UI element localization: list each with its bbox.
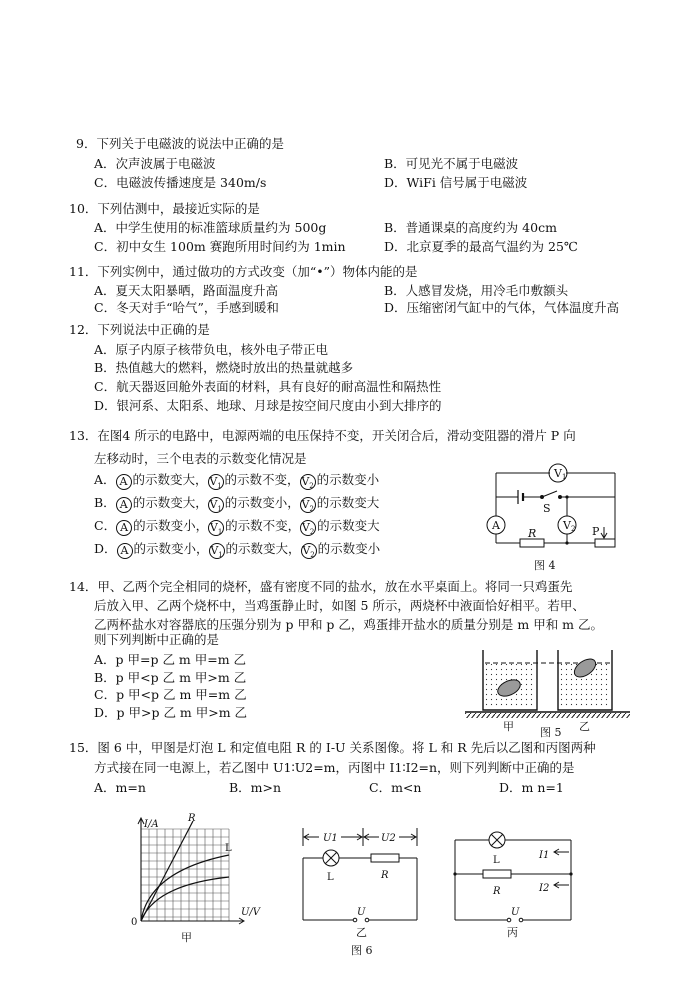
q11-option-b: B．人感冒发烧，用冷毛巾敷额头: [384, 283, 569, 298]
q15-option-c: C．m<n: [369, 780, 422, 795]
q14-option-a: A．p 甲=p 乙 m 甲=m 乙: [94, 652, 247, 667]
table-hatch: [465, 713, 630, 718]
q9-option-b: B．可见光不属于电磁波: [384, 156, 519, 171]
voltmeter-letter: V: [209, 521, 218, 534]
q12-option-d: D．银河系、太阳系、地球、月球是按空间尺度由小到大排序的: [94, 398, 442, 413]
figure-4-caption: 图 4: [534, 559, 556, 572]
q13-line1: 13．在图4 所示的电路中，电源两端的电压保持不变，开关闭合后，滑动变阻器的滑片 P 向: [69, 428, 576, 443]
voltmeter-subscript: 2: [309, 505, 314, 514]
q10-option-d: D．北京夏季的最高气温约为 25℃: [384, 239, 578, 254]
u1-text: U1: [323, 833, 338, 844]
voltmeter-letter: V: [301, 521, 310, 534]
curve-l-lower: [141, 877, 229, 921]
q14-line3: 乙两杯盐水对容器底的压强分别为 p 甲和 p 乙，鸡蛋排开盐水的质量分别是 m 甲和 m 乙。: [94, 617, 603, 632]
voltmeter-subscript: 1: [218, 551, 223, 560]
source-u-label: U: [357, 907, 366, 918]
graph-jia-label: 甲: [181, 931, 192, 944]
q9-stem: 9．下列关于电磁波的说法中正确的是: [76, 136, 284, 151]
q11-option-d: D．压缩密闭气缸中的气体，气体温度升高: [384, 300, 620, 315]
curve-l-upper: [141, 855, 229, 921]
option-text: 的示数变小，: [133, 518, 209, 533]
circuit-bing-label: 丙: [507, 926, 518, 939]
option-text: 的示数变大: [317, 518, 380, 533]
ammeter-letter: A: [120, 521, 129, 534]
voltmeter-subscript: 2: [310, 551, 315, 560]
option-text: 的示数不变，: [225, 518, 301, 533]
switch-blade: [542, 491, 557, 497]
voltmeter-subscript: 1: [217, 528, 223, 537]
q12-stem: 12．下列说法中正确的是: [69, 322, 210, 337]
ammeter-letter: A: [119, 475, 128, 488]
beaker-jia-label: 甲: [503, 720, 514, 733]
q14-option-b: B．p 甲<p 乙 m 甲>m 乙: [94, 670, 247, 685]
resistor-label: R: [381, 870, 389, 881]
option-label: D．: [94, 541, 117, 556]
curve-r-label: R: [188, 813, 196, 824]
q11-option-c: C．冬天对手“哈气”，手感到暖和: [94, 300, 279, 315]
rheostat: [595, 539, 615, 547]
option-label: A．: [94, 472, 116, 487]
voltmeter-subscript: 1: [217, 505, 222, 514]
a-meter-letter: A: [492, 519, 500, 532]
figure-6-jia-graph: [125, 815, 270, 945]
ammeter-icon: [117, 543, 133, 559]
q10-option-b: B．普通课桌的高度约为 40cm: [384, 220, 557, 235]
lamp-label: L: [327, 872, 334, 883]
option-text: 的示数变小，: [224, 495, 300, 510]
q13-option-c: [94, 518, 380, 536]
voltmeter-letter: V: [210, 544, 219, 557]
q12-option-b: B．热值越大的燃料，燃烧时放出的热量就越多: [94, 360, 354, 375]
voltmeter-letter: V: [209, 475, 218, 488]
q14-line1: 14．甲、乙两个完全相同的烧杯，盛有密度不同的盐水，放在水平桌面上。将同一只鸡蛋先: [69, 579, 573, 594]
option-text: 的示数变小: [317, 541, 381, 556]
q12-option-c: C．航天器返回舱外表面的材料，具有良好的耐高温性和隔热性: [94, 379, 442, 394]
q10-option-c: C．初中女生 100m 赛跑所用时间约为 1min: [94, 239, 346, 254]
q11-option-a: A．夏天太阳暴晒，路面温度升高: [94, 283, 279, 298]
option-text: 的示数变大，: [132, 495, 208, 510]
q14-option-c: C．p 甲<p 乙 m 甲=m 乙: [94, 687, 247, 702]
voltmeter-v2-icon: [300, 497, 316, 513]
resistor-label: R: [528, 527, 537, 540]
v1-meter-sub: 1: [562, 473, 567, 481]
figure-5-beakers: [465, 648, 630, 738]
resistor-r-symbol: [483, 870, 511, 878]
i2-label: I2: [539, 883, 550, 894]
q13-option-a: [94, 472, 379, 490]
q10-stem: 10．下列估测中，最接近实际的是: [69, 201, 260, 216]
figure-6-yi-circuit: [295, 822, 425, 958]
q9-option-c: C．电磁波传播速度是 340m/s: [94, 175, 267, 190]
figure-5-caption: 图 5: [540, 726, 562, 739]
voltmeter-v2-icon: [300, 474, 316, 490]
q15-option-b: B．m>n: [229, 780, 282, 795]
q9-option-a: A．次声波属于电磁波: [94, 156, 216, 171]
u2-label: [381, 833, 396, 844]
option-text: 的示数变大: [316, 495, 380, 510]
option-label: B．: [94, 495, 116, 510]
q9-option-d: D．WiFi 信号属于电磁波: [384, 175, 528, 190]
circuit-yi-label: 乙: [356, 926, 367, 939]
q10-option-a: A．中学生使用的标准篮球质量约为 500g: [94, 220, 327, 235]
voltmeter-v1-icon: [208, 520, 224, 536]
v2-meter-letter: V: [563, 519, 571, 532]
option-text: 的示数变小: [316, 472, 380, 487]
q15-option-a: A．m=n: [94, 780, 146, 795]
graph-grid: [141, 829, 229, 921]
beaker-yi-label: 乙: [579, 720, 590, 733]
voltmeter-subscript: 2: [309, 482, 314, 491]
option-text: 的示数变大，: [225, 541, 301, 556]
curve-l-label: L: [225, 843, 232, 854]
voltmeter-letter: V: [209, 498, 218, 511]
voltmeter-v1-icon: [209, 543, 225, 559]
v1-meter-letter: V: [554, 467, 562, 480]
voltmeter-subscript: 2: [309, 528, 315, 537]
resistor-r-symbol: [371, 854, 399, 862]
origin-label: 0: [131, 917, 138, 928]
u1-label: [323, 833, 338, 844]
switch-label: S: [543, 502, 551, 515]
q13-option-b: [94, 495, 379, 513]
q13-option-d: [94, 541, 380, 559]
i-axis-label: I/A: [144, 819, 159, 830]
voltmeter-letter: V: [302, 544, 311, 557]
figure-6-bing-circuit: [447, 822, 582, 942]
q15-line2: 方式接在同一电源上，若乙图中 U1∶U2=m，丙图中 I1∶I2=n，则下列判断中正确的是: [94, 760, 575, 775]
resistor-r: [520, 539, 544, 547]
i1-label: I1: [539, 850, 550, 861]
q14-option-d: D．p 甲>p 乙 m 甲>m 乙: [94, 705, 248, 720]
option-text: 的示数不变，: [224, 472, 300, 487]
voltmeter-v2-icon: [301, 543, 317, 559]
ammeter-icon: [116, 520, 132, 536]
q15-line1: 15．图 6 中，甲图是灯泡 L 和定值电阻 R 的 I-U 关系图像。将 L 和 R 先后以乙图和丙图两种: [69, 740, 596, 755]
voltmeter-v1-icon: [208, 497, 224, 513]
voltmeter-subscript: 1: [217, 482, 222, 491]
q13-line2: 左移动时，三个电表的示数变化情况是: [94, 451, 307, 466]
figure-6-caption: 图 6: [351, 944, 373, 957]
option-text: 的示数变大，: [132, 472, 208, 487]
u-axis-label: U/V: [241, 907, 261, 918]
ammeter-letter: A: [119, 498, 128, 511]
voltmeter-letter: V: [301, 498, 310, 511]
ammeter-letter: A: [120, 544, 129, 557]
figure-4-circuit: [470, 456, 630, 576]
ammeter-icon: [116, 474, 132, 490]
voltmeter-letter: V: [301, 475, 310, 488]
lamp-label: L: [493, 855, 500, 866]
slider-label: P: [592, 525, 600, 538]
ammeter-icon: [116, 497, 132, 513]
q14-line4: 则下列判断中正确的是: [94, 632, 220, 647]
q14-line2: 后放入甲、乙两个烧杯中，当鸡蛋静止时，如图 5 所示，两烧杯中液面恰好相平。若甲、: [94, 598, 585, 613]
voltmeter-v1-icon: [208, 474, 224, 490]
option-text: 的示数变小，: [133, 541, 209, 556]
q12-option-a: A．原子内原子核带负电，核外电子带正电: [94, 342, 329, 357]
option-label: C．: [94, 518, 117, 533]
v2-meter-sub: 2: [571, 525, 576, 533]
q15-option-d: D．m n=1: [499, 780, 564, 795]
resistor-label: R: [493, 886, 501, 897]
u2-text: U2: [381, 833, 396, 844]
q11-stem: 11．下列实例中，通过做功的方式改变（加“•”）物体内能的是: [69, 264, 418, 279]
source-u-label: U: [511, 907, 520, 918]
voltmeter-v2-icon: [300, 520, 316, 536]
